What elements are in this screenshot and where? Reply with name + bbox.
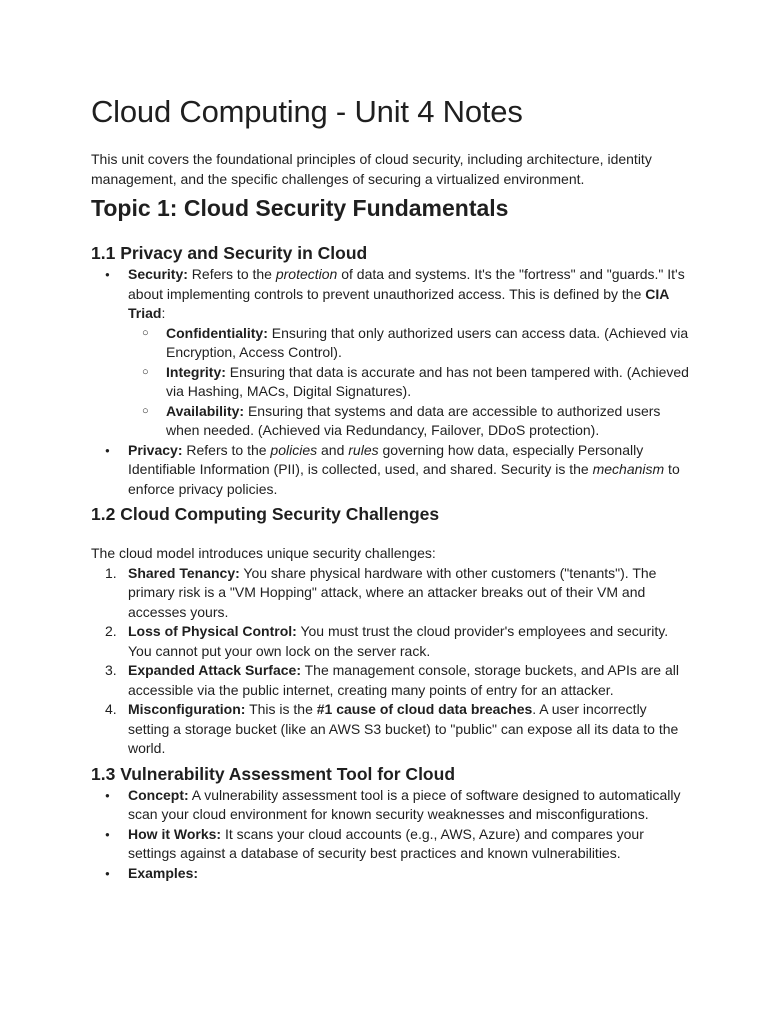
term-bold: How it Works: <box>128 825 222 842</box>
sublist-item-confidentiality <box>128 324 691 363</box>
text-span: Refers to the <box>182 441 271 458</box>
document-title: Cloud Computing - Unit 4 Notes <box>91 94 523 129</box>
list-item <box>91 564 691 623</box>
emphasis: policies <box>270 441 318 458</box>
term-privacy: Privacy: <box>128 441 183 458</box>
text-span: governing how data, especially Personally Identifiable Information (PII), is collected, used, and shared. Security is the <box>128 441 644 477</box>
sublist-item-availability <box>128 402 691 441</box>
emphasis: rules <box>348 441 379 458</box>
list-item-examples <box>91 864 691 884</box>
term-availability: Availability: <box>166 402 245 419</box>
text-span: Ensuring that systems and data are accessible to authorized users when needed. (Achieved via Redundancy, Failover, DDoS protection). <box>166 402 661 438</box>
term-bold: Misconfiguration: <box>128 701 246 717</box>
list-item <box>91 622 691 661</box>
list-item-how-it-works <box>91 825 691 864</box>
cia-triad-bold: CIA Triad <box>128 285 669 321</box>
text-span: You share physical hardware with other customers ("tenants"). The primary risk is a "VM Hopping" attack, where an attacker breaks out of their VM and accesses yours. <box>128 564 657 620</box>
list-item <box>91 700 691 759</box>
term-bold: Loss of Physical Control: <box>128 623 297 639</box>
sublist-item-integrity <box>128 363 691 402</box>
text-span: Ensuring that only authorized users can access data. (Achieved via Encryption, Access Control). <box>166 324 689 360</box>
text-span: and <box>317 441 349 458</box>
text-span: Refers to the <box>187 266 276 282</box>
challenges-list <box>91 564 691 759</box>
list-item-privacy <box>91 441 691 500</box>
term-bold: Concept: <box>128 786 189 803</box>
text-span: of data and systems. It's the "fortress" and "guards." It's about implementing controls to prevent unauthorized access. This is defined by the <box>128 266 685 302</box>
term-bold: Shared Tenancy: <box>128 564 240 581</box>
privacy-security-list <box>91 265 691 499</box>
list-item-security <box>91 265 691 441</box>
text-span: You must trust the cloud provider's employees and security. You cannot put your own lock on the server rack. <box>128 623 669 659</box>
topic-heading: Topic 1: Cloud Security Fundamentals <box>91 195 509 221</box>
emphasis: protection <box>275 266 338 282</box>
list-item-concept <box>91 786 691 825</box>
section-heading-1-3: 1.3 Vulnerability Assessment Tool for Cloud <box>91 763 456 784</box>
text-span: This is the <box>245 701 317 717</box>
text-span: It scans your cloud accounts (e.g., AWS, Azure) and compares your settings against a database of security best practices and known vulnerabilities. <box>128 825 644 861</box>
term-bold: Expanded Attack Surface: <box>128 662 301 678</box>
section-heading-1-2: 1.2 Cloud Computing Security Challenges <box>91 504 440 524</box>
cia-sublist <box>128 324 691 441</box>
list-number: 1. <box>105 564 117 581</box>
text-span: to enforce privacy policies. <box>128 461 680 497</box>
text-span: The management console, storage buckets, and APIs are all accessible via the public internet, creating many points of entry for an attacker. <box>128 662 679 698</box>
text-span: Ensuring that data is accurate and has not been tampered with. (Achieved via Hashing, MACs, Digital Signatures). <box>166 363 689 399</box>
section-heading-1-1: 1.1 Privacy and Security in Cloud <box>91 243 368 263</box>
list-item <box>91 661 691 700</box>
term-integrity: Integrity: <box>166 363 226 380</box>
document-body <box>91 92 691 883</box>
text-span: A vulnerability assessment tool is a piece of software designed to automatically scan your cloud environment for known security weaknesses and misconfigurations. <box>128 786 681 822</box>
text-span: : <box>161 305 166 321</box>
breach-cause-bold: #1 cause of cloud data breaches <box>316 701 533 717</box>
list-number: 4. <box>105 701 117 717</box>
term-bold: Examples: <box>128 864 199 881</box>
emphasis: mechanism <box>592 461 665 477</box>
vulnerability-tool-list <box>91 786 691 884</box>
term-security: Security: <box>128 266 188 282</box>
term-confidentiality: Confidentiality: <box>166 324 268 341</box>
intro-paragraph: This unit covers the foundational principles of cloud security, including architecture, identity management, and the specific challenges of securing a virtualized environment. <box>91 151 652 187</box>
list-number: 2. <box>105 623 117 639</box>
challenges-lead: The cloud model introduces unique security challenges: <box>91 545 436 561</box>
text-span: . A user incorrectly setting a storage bucket (like an AWS S3 bucket) to "public" can expose all its data to the world. <box>128 701 679 756</box>
list-number: 3. <box>105 662 117 678</box>
